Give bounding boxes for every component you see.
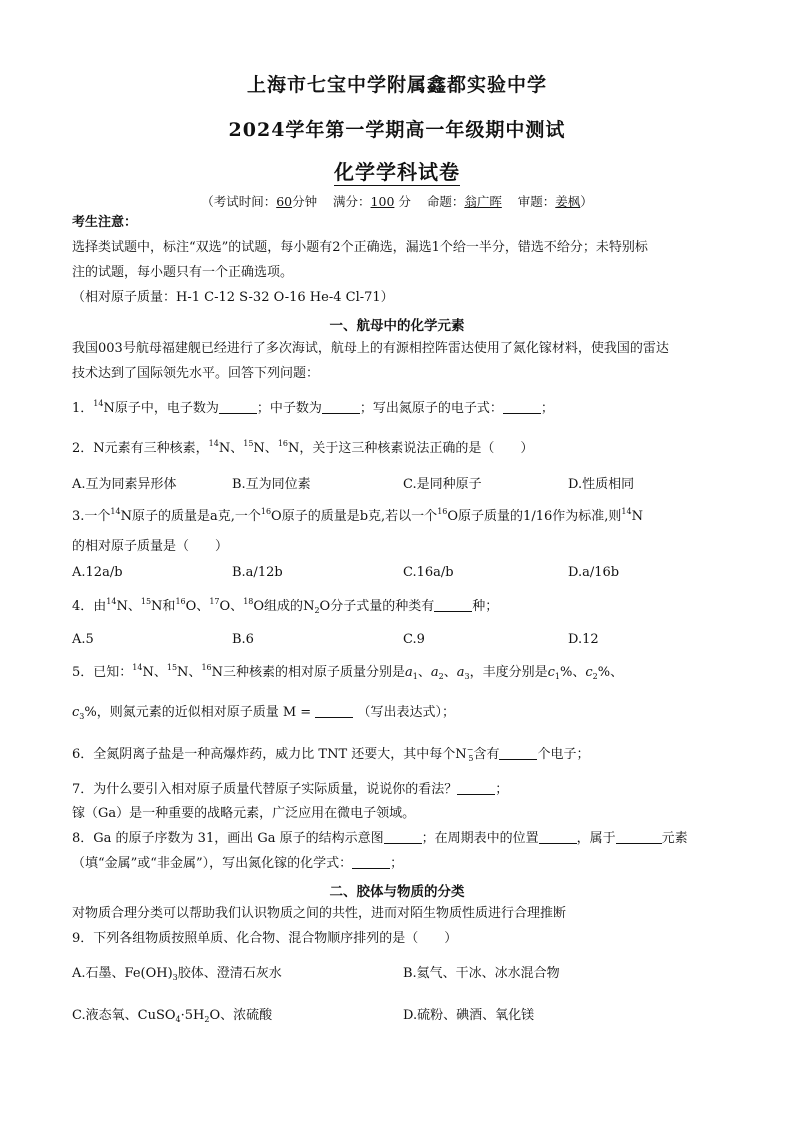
section-2-title: 二、胶体与物质的分类 xyxy=(329,884,465,900)
q9-option-c[interactable]: C.液态氧、$CuSO_4\cdot 5H_2O$、浓硫酸 xyxy=(72,1008,273,1024)
exam-title: 2024学年第一学期高一年级期中测试 xyxy=(228,119,566,141)
q3-option-a[interactable]: A.12a/b xyxy=(72,565,123,580)
notice-title: 考生注意： xyxy=(72,215,138,230)
question-8-line-2: （填“金属”或“非金属”），写出氮化镓的化学式： ； xyxy=(72,856,404,871)
answer-blank[interactable] xyxy=(352,856,390,869)
q2-option-a[interactable]: A.互为同素异形体 xyxy=(72,477,177,492)
answer-blank[interactable] xyxy=(499,747,537,760)
question-5: 5．已知：$^{14}$N、$^{15}$N、$^{16}$N三种核素的相对原子质量分别是$a_1$、$a_2$、$a_3$，丰度分别是$c_1\%$、$c_2\%$、 xyxy=(72,663,624,681)
question-8: 8．Ga 的原子序数为 31，画出 Ga 原子的结构示意图 ；在周期表中的位置 ，属于 元素 xyxy=(72,831,688,846)
q2-option-b[interactable]: B.互为同位素 xyxy=(232,477,311,492)
q2-option-d[interactable]: D.性质相同 xyxy=(568,477,635,492)
answer-blank[interactable] xyxy=(322,401,360,414)
answer-blank[interactable] xyxy=(315,705,353,718)
section-2-intro: 对物质合理分类可以帮助我们认识物质之间的共性，进而对陌生物质性质进行合理推断 xyxy=(72,906,567,921)
notice-line-1: 选择类试题中，标注“双选”的试题，每小题有2个正确选，漏选1个给一半分，错选不给分；未特别标 xyxy=(72,240,648,255)
section-1-title: 一、航母中的化学元素 xyxy=(329,318,465,334)
notice-line-2: 注的试题，每小题只有一个正确选项。 xyxy=(72,265,294,280)
gallium-note: 镓（Ga）是一种重要的战略元素，广泛应用在微电子领域。 xyxy=(72,806,416,821)
question-5-line-2: $c_3\%$，则氮元素的近似相对原子质量 M = （写出表达式）； xyxy=(72,705,455,721)
q3-option-c[interactable]: C.16a/b xyxy=(403,565,454,580)
answer-blank[interactable] xyxy=(539,831,577,844)
question-4: 4．由$^{14}$N、$^{15}$N和$^{16}$O、$^{17}$O、$^{18}$O组成的$N_2O$分子式量的种类有 种； xyxy=(72,597,499,615)
answer-blank[interactable] xyxy=(384,831,422,844)
q9-option-a[interactable]: A.石墨、$Fe(OH)_3$胶体、澄清石灰水 xyxy=(72,966,282,982)
question-7: 7．为什么要引入相对原子质量代替原子实际质量，说说你的看法？ ； xyxy=(72,782,509,797)
q9-option-d[interactable]: D.硫粉、碘酒、氧化镁 xyxy=(403,1008,535,1023)
answer-blank[interactable] xyxy=(457,782,495,795)
question-3: 3.一个$^{14}$N原子的质量是a克,一个$^{16}$O原子的质量是b克,若以一个$^{16}$O原子质量的1/16作为标准,则$^{14}$N xyxy=(72,507,643,524)
answer-blank[interactable] xyxy=(219,401,257,414)
school-name: 上海市七宝中学附属鑫都实验中学 xyxy=(246,74,547,96)
q3-option-d[interactable]: D.a/16b xyxy=(568,565,620,580)
answer-blank[interactable] xyxy=(616,831,662,844)
question-2: 2．N元素有三种核素，$^{14}$N、$^{15}$N、$^{16}$N，关于这三种核素说法正确的是（ ） xyxy=(72,439,534,456)
section-1-intro-2: 技术达到了国际领先水平。回答下列问题： xyxy=(72,366,320,381)
question-3-line-2: 的相对原子质量是（ ） xyxy=(72,539,229,554)
answer-blank[interactable] xyxy=(434,599,472,612)
question-9: 9．下列各组物质按照单质、化合物、混合物顺序排列的是（ ） xyxy=(72,931,458,946)
q2-option-c[interactable]: C.是同种原子 xyxy=(403,477,482,492)
subject-title: 化学学科试卷 xyxy=(334,160,460,184)
q4-option-b[interactable]: B.6 xyxy=(232,632,254,647)
exam-info: （考试时间：60分钟 满分：100 分 命题：翁广晖 审题：姜枫） xyxy=(201,194,593,209)
q4-option-d[interactable]: D.12 xyxy=(568,632,599,647)
question-1: 1．$^{14}$N原子中，电子数为 ；中子数为 ；写出氮原子的电子式： ； xyxy=(72,399,554,416)
section-1-intro-1: 我国003号航母福建舰已经进行了多次海试，航母上的有源相控阵雷达使用了氮化镓材料，使我国的雷达 xyxy=(72,341,669,356)
answer-blank[interactable] xyxy=(503,401,541,414)
q3-option-b[interactable]: B.a/12b xyxy=(232,565,283,580)
q4-option-a[interactable]: A.5 xyxy=(72,632,94,647)
q9-option-b[interactable]: B.氦气、干冰、冰水混合物 xyxy=(403,966,560,981)
question-6: 6．全氮阴离子盐是一种高爆炸药，威力比 TNT 还要大，其中每个$N^-_5$含有 个电子； xyxy=(72,745,590,763)
q4-option-c[interactable]: C.9 xyxy=(403,632,425,647)
atomic-mass-note: （相对原子质量：H-1 C-12 S-32 O-16 He-4 Cl-71） xyxy=(72,290,394,305)
